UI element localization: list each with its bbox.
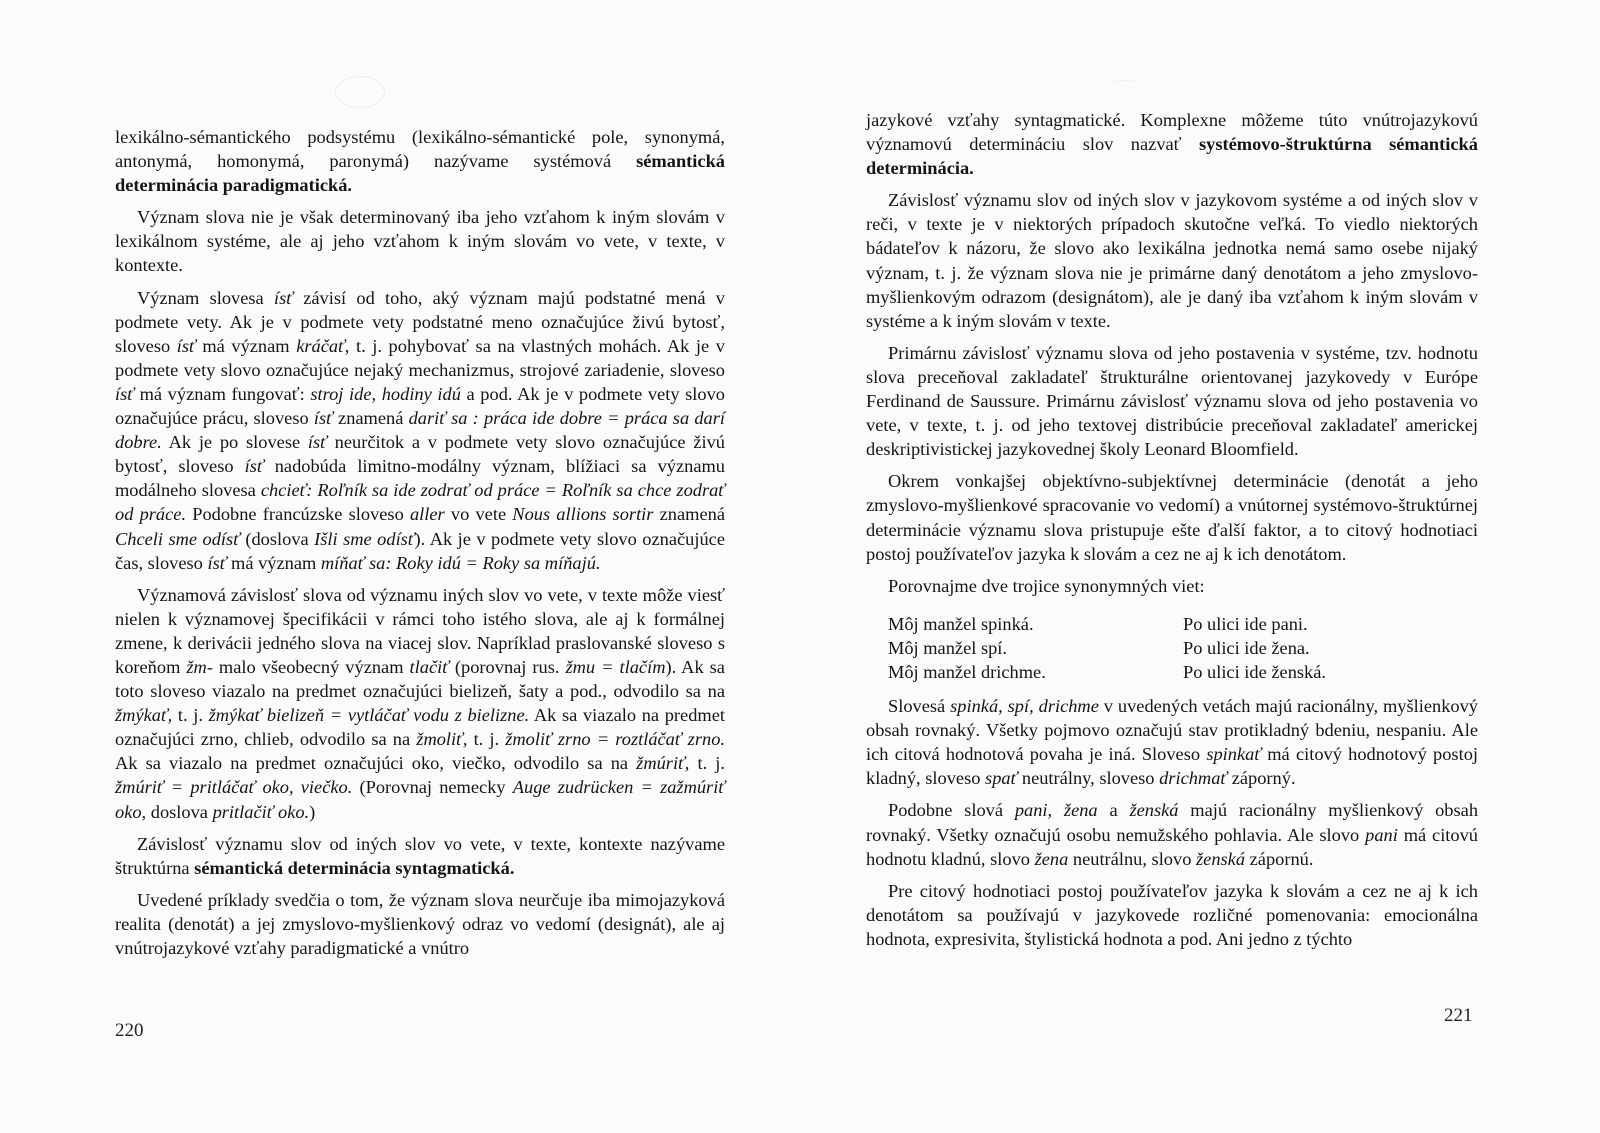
text-run: ) — [309, 801, 316, 822]
text-run: Primárnu závislosť významu slova od jeho postavenia v systéme, tzv. hodnotu slova preceňoval zakladateľ štrukturálne orientovanej jazykovedy v Európe Ferdinand de Saussure. Primárnu závislosť významu slova od jeho postavenia vo vete, v texte, t. j. od jeho textovej distribúcie preceňoval zakladateľ americkej deskriptivistickej jazykovednej školy Leonard Bloomfield. — [866, 342, 1478, 460]
text-run: má význam fungovať: — [133, 383, 311, 404]
text-run: neutrálnu, slovo — [1068, 848, 1196, 869]
example-row — [888, 636, 1388, 660]
scan-smudge — [1112, 80, 1142, 91]
text-run: t. j. — [689, 753, 725, 774]
text-run: nadobúda limitno-modálny význam, blížiaci sa významu modálneho slovesa — [115, 456, 725, 501]
italic-text: žmu = tlačím — [565, 656, 666, 677]
example-sentence-zena: Po ulici ide ženská. — [1183, 661, 1327, 682]
text-run: t. j. pohybovať sa na vlastných mohách. Ak je v podmete vety slovo označujúce nejaký mechanizmus, strojové zariadenie, sloveso — [115, 335, 725, 380]
text-run: Okrem vonkajšej objektívno-subjektívnej determinácie (denotát a jeho zmyslovo-myšlienkové spracovanie vo vedomí) a vnútornej systémovo-štruktúrnej determinácie významu slova pristupuje ešte ďalší faktor, a to citový hodnotiaci postoj používateľov jazyka k slovám a cez ne aj k ich denotátom. — [866, 471, 1478, 564]
example-row — [888, 660, 1388, 684]
italic-text: Auge zudrücken = zažmúriť oko, — [115, 777, 726, 822]
text-run: t. j. — [172, 705, 209, 726]
italic-text: kráčať, — [296, 335, 350, 356]
text-run: Ak sa viazalo na predmet označujúci oko, viečko, odvodilo sa na — [115, 753, 637, 774]
example-sentence-spat: Môj manžel spí. — [888, 637, 1008, 658]
italic-text: pritlačiť oko. — [212, 801, 310, 822]
italic-text: žmoliť, — [416, 729, 468, 750]
right-page-number: 221 — [1444, 1005, 1473, 1026]
paragraph — [866, 188, 1478, 333]
italic-text: ženská — [1196, 848, 1246, 869]
italic-text: ísť — [273, 287, 293, 308]
italic-text: ísť — [207, 552, 227, 573]
text-run: Význam slovesa — [137, 287, 274, 308]
italic-text: ísť — [115, 383, 134, 404]
italic-text: spinká, spí, drichme — [950, 696, 1099, 717]
italic-text: drichmať — [1159, 768, 1228, 789]
example-sentences-table — [888, 612, 1388, 684]
text-run: t. j. — [467, 729, 506, 750]
italic-text: tlačiť — [409, 656, 449, 677]
italic-text: ísť — [307, 432, 327, 453]
example-row — [888, 612, 1388, 636]
italic-text: spať — [985, 768, 1018, 789]
text-run: znamená — [332, 408, 409, 429]
text-run: neutrálny, sloveso — [1017, 768, 1160, 789]
text-run: (doslova — [239, 528, 315, 549]
paragraph — [866, 341, 1478, 461]
example-sentence-spat: Môj manžel drichme. — [888, 661, 1046, 682]
text-run: Slovesá — [888, 696, 951, 717]
text-run: má význam — [195, 335, 297, 356]
italic-text: Nous allions sortir — [512, 504, 654, 525]
italic-text: spinkať — [1206, 744, 1262, 765]
scan-smudge — [335, 76, 385, 108]
italic-text: žmúriť, — [636, 753, 690, 774]
text-run: doslova — [146, 801, 213, 822]
italic-text: žmýkať, — [115, 705, 173, 726]
italic-text: Išli sme odísť — [314, 528, 415, 549]
text-run: neurčitok a v podmete vety slovo označujúce živú bytosť, sloveso — [115, 432, 725, 477]
italic-text: ísť — [244, 456, 264, 477]
italic-text: chcieť: Roľník sa ide zodrať od práce = Roľník sa chce zodrať od práce. — [115, 480, 725, 525]
text-run: ). Ak je v podmete vety slovo označujúce čas, sloveso — [115, 528, 725, 573]
text-run: v uvedených vetách majú racionálny, myšlienkový obsah rovnaký. Všetky pojmovo označujú stav protikladný bdeniu, nespaniu. Ale ich citová hodnotová povaha je iná. Sloveso — [866, 696, 1478, 765]
right-page-text — [866, 108, 1478, 951]
text-run: Pre citový hodnotiaci postoj používateľov jazyka k slovám a cez ne aj k ich denotátom sa používajú v jazykovede rozličné pomenovania: emocionálna hodnota, expresivita, štylistická hodnota a pod. Ani jedno z týchto — [866, 880, 1478, 949]
italic-text: Chceli sme odísť — [115, 528, 240, 549]
paragraph — [866, 798, 1478, 870]
italic-text: žm- — [186, 656, 213, 677]
text-run: majú racionálny myšlienkový obsah rovnaký. Všetky označujú osobu nemužského pohlavia. Ale slovo — [866, 800, 1479, 845]
examples-lead-in: Porovnajme dve trojice synonymných viet: — [888, 575, 1205, 596]
text-run: Ak je po slovese — [161, 432, 308, 453]
text-run: Ak sa viazalo na predmet označujúci zrno, chlieb, odvodilo sa na — [115, 705, 725, 750]
bold-term: sémantická determinácia syntagmatická. — [194, 857, 515, 878]
text-run: zápornú. — [1245, 848, 1314, 869]
italic-text: aller — [409, 504, 445, 525]
paragraph — [866, 694, 1478, 790]
paragraph — [866, 469, 1478, 565]
text-run: Uvedené príklady svedčia o tom, že význam slova neurčuje iba mimojazyková realita (denotát) a jej zmyslovo-myšlienkový odraz vo vedomí (designát), ale aj vnútrojazykové vzťahy paradigmatické a vnútro — [115, 889, 725, 958]
italic-text: ísť — [176, 335, 196, 356]
text-run: (porovnaj rus. — [448, 656, 566, 677]
text-run: Závislosť významu slov od iných slov v jazykovom systéme a od iných slov v reči, v texte je v niektorých prípadoch skutočne veľká. To viedlo niektorých bádateľov k názoru, že slovo ako lexikálna jednotka nemá samo osebe nijaký význam, t. j. že význam slova nie je primárne daný denotátom a jeho zmyslovo-myšlienkovým odrazom (designátom), ale je daný iba vzťahom k iným slovám v systéme a k iným slovám v texte. — [866, 190, 1478, 331]
paragraph — [115, 205, 725, 277]
left-page-number: 220 — [115, 1020, 144, 1041]
italic-text: ženská — [1129, 800, 1179, 821]
text-run: má citový hodnotový postoj kladný, sloveso — [866, 744, 1478, 789]
text-run: závisí od toho, aký význam majú podstatné mená v podmete vety. Ak je v podmete vety podstatné meno označujúce živú bytosť, sloveso — [115, 287, 725, 356]
paragraph — [115, 286, 725, 575]
left-page-text — [115, 125, 725, 960]
text-run: má význam — [226, 552, 321, 573]
bold-term: sémantická determinácia paradigmatická. — [115, 151, 725, 196]
example-sentence-zena: Po ulici ide pani. — [1183, 613, 1308, 634]
text-run: Podobne francúzske sloveso — [186, 504, 410, 525]
text-run: a pod. Ak je v podmete vety slovo označujúce prácu, sloveso — [115, 383, 725, 429]
italic-text: stroj ide, hodiny idú — [310, 383, 461, 404]
text-run: malo všeobecný význam — [212, 656, 410, 677]
italic-text: dariť sa : práca ide dobre = práca sa darí dobre. — [115, 408, 726, 453]
bold-term: systémovo-štruktúrna sémantická determinácia. — [866, 134, 1478, 179]
text-run: lexikálno-sémantického podsystému (lexikálno-sémantické pole, synonymá, antonymá, homonymá, paronymá) nazývame systémová — [115, 127, 725, 172]
italic-text: žmúriť = pritláčať oko, viečko. — [115, 777, 353, 798]
text-run: má citovú hodnotu kladnú, slovo — [866, 824, 1478, 869]
paragraph — [115, 583, 725, 824]
paragraph — [115, 888, 725, 960]
paragraph — [866, 108, 1478, 180]
italic-text: žmoliť zrno = roztláčať zrno. — [505, 729, 725, 750]
text-run: (Porovnaj nemecky — [352, 777, 513, 798]
paragraph — [866, 879, 1478, 951]
text-run: jazykové vzťahy syntagmatické. Komplexne môžeme túto vnútrojazykovú významovú determináciu slov nazvať — [866, 110, 1478, 155]
text-run: Významová závislosť slova od významu iných slov vo vete, v texte môže viesť nielen k významovej špecifikácii v rámci toho istého slova, ale aj k formálnej zmene, k derivácii jedného slova na viacej slov. Napríklad praslovanské sloveso s koreňom — [115, 584, 725, 677]
italic-text: pani, žena — [1014, 800, 1098, 821]
text-run: ). Ak sa toto sloveso viazalo na predmet označujúci bielizeň, šaty a pod., odvodilo sa na — [115, 656, 725, 702]
text-run: záporný. — [1227, 768, 1296, 789]
text-run: Závislosť významu slov od iných slov vo vete, v texte, kontexte nazývame štruktúrna — [115, 833, 725, 878]
example-sentence-zena: Po ulici ide žena. — [1183, 637, 1310, 658]
italic-text: pani — [1365, 824, 1398, 845]
italic-text: míňať sa: Roky idú = Roky sa míňajú. — [320, 552, 601, 573]
italic-text: žmýkať bielizeň = vytláčať vodu z bielizne. — [208, 705, 530, 726]
paragraph — [115, 832, 725, 880]
paragraph — [115, 125, 725, 197]
text-run: Význam slova nie je však determinovaný iba jeho vzťahom k iným slovám v lexikálnom systéme, ale aj jeho vzťahom k iným slovám vo vete, v texte, v kontexte. — [115, 207, 725, 276]
text-run: a — [1097, 800, 1130, 821]
italic-text: ísť — [313, 408, 333, 429]
text-run: Podobne slová — [888, 800, 1015, 821]
example-sentence-spat: Môj manžel spinká. — [888, 613, 1034, 634]
text-run: znamená — [653, 504, 725, 525]
text-run: vo vete — [444, 504, 513, 525]
italic-text: žena — [1034, 848, 1069, 869]
